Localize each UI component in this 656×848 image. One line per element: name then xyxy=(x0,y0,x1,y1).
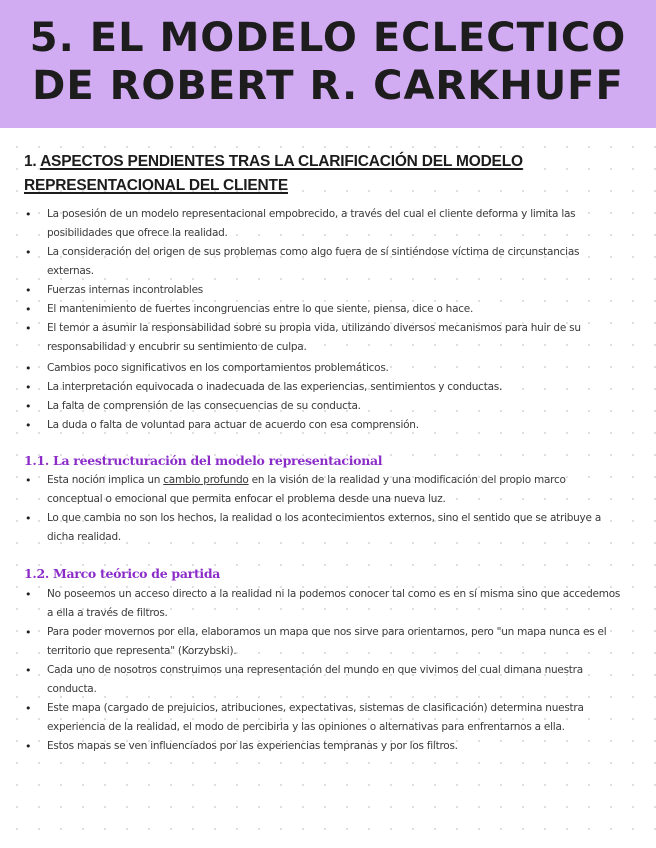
section-1-title: ASPECTOS PENDIENTES TRAS LA CLARIFICACIÓN DEL MODELO REPRESENTACIONAL DEL CLIENTE xyxy=(24,153,523,194)
list-item: • La falta de comprensión de las consecuencias de su conducta. xyxy=(24,397,624,416)
list-item: • El mantenimiento de fuertes incongruencias entre lo que siente, piensa, dice o hace. xyxy=(24,300,624,319)
list-item: • Lo que cambia no son los hechos, la realidad o los acontecimientos externos, sino el sentido que se atribuye a dicha realidad. xyxy=(24,509,624,547)
list-item xyxy=(24,471,624,509)
list-item: • Para poder movernos por ella, elaboramos un mapa que nos sirve para orientarnos, pero "un mapa nunca es el territorio que representa" (Korzybski). xyxy=(24,623,624,661)
page-title-line-1: 5. EL MODELO ECLECTICO xyxy=(29,15,627,61)
list-item: • Cambios poco significativos en los comportamientos problemáticos. xyxy=(24,359,624,378)
list-item: • No poseemos un acceso directo a la realidad ni la podemos conocer tal como es en sí misma sino que accedemos a ella a través de filtros. xyxy=(24,585,624,623)
list-item: • La posesión de un modelo representacional empobrecido, a través del cual el cliente deforma y limita las posibilidades que ofrece la realidad. xyxy=(24,205,624,243)
list-item: • La duda o falta de voluntad para actuar de acuerdo con esa comprensión. xyxy=(24,416,624,435)
section-1-number: 1. xyxy=(24,153,37,170)
list-item: • Cada uno de nosotros construimos una representación del mundo en que vivimos del cual dimana nuestra conducta. xyxy=(24,661,624,699)
page-title-line-2: DE ROBERT R. CARKHUFF xyxy=(32,63,624,109)
list-item: • Estos mapas se ven influenciados por las experiencias tempranas y por los filtros. xyxy=(24,737,624,756)
section-1-2-list xyxy=(24,585,624,756)
section-1-1-list xyxy=(24,471,624,547)
page-title xyxy=(0,14,656,110)
bullet-text-before: Esta noción implica un xyxy=(47,474,164,486)
list-item: • Este mapa (cargado de prejuicios, atribuciones, expectativas, sistemas de clasificación) determina nuestra experiencia de la realidad, el modo de percibirla y las opiniones o alternativas para enfrentarnos a ella. xyxy=(24,699,624,737)
section-1-2-heading: 1.2. Marco teórico de partida xyxy=(24,566,221,581)
list-item: • El temor a asumir la responsabilidad sobre su propia vida, utilizando diversos mecanismos para huir de su responsabilidad y encubrir su sentimiento de culpa. xyxy=(24,319,624,357)
section-1-heading xyxy=(24,150,544,198)
list-item: • La interpretación equivocada o inadecuada de las experiencias, sentimientos y conductas. xyxy=(24,378,624,397)
list-item: • Fuerzas internas incontrolables xyxy=(24,281,624,300)
section-1-list xyxy=(24,205,624,435)
bullet-text-after: en la visión de la realidad y una modificación del propio marco conceptual o emocional que permita enfocar el problema desde una nueva luz. xyxy=(47,474,566,505)
list-item: • La consideración del origen de sus problemas como algo fuera de sí sintiéndose víctima de circunstancias externas. xyxy=(24,243,624,281)
section-1-1-heading: 1.1. La reestructuración del modelo representacional xyxy=(24,453,383,468)
underlined-phrase: cambio profundo xyxy=(163,474,249,486)
